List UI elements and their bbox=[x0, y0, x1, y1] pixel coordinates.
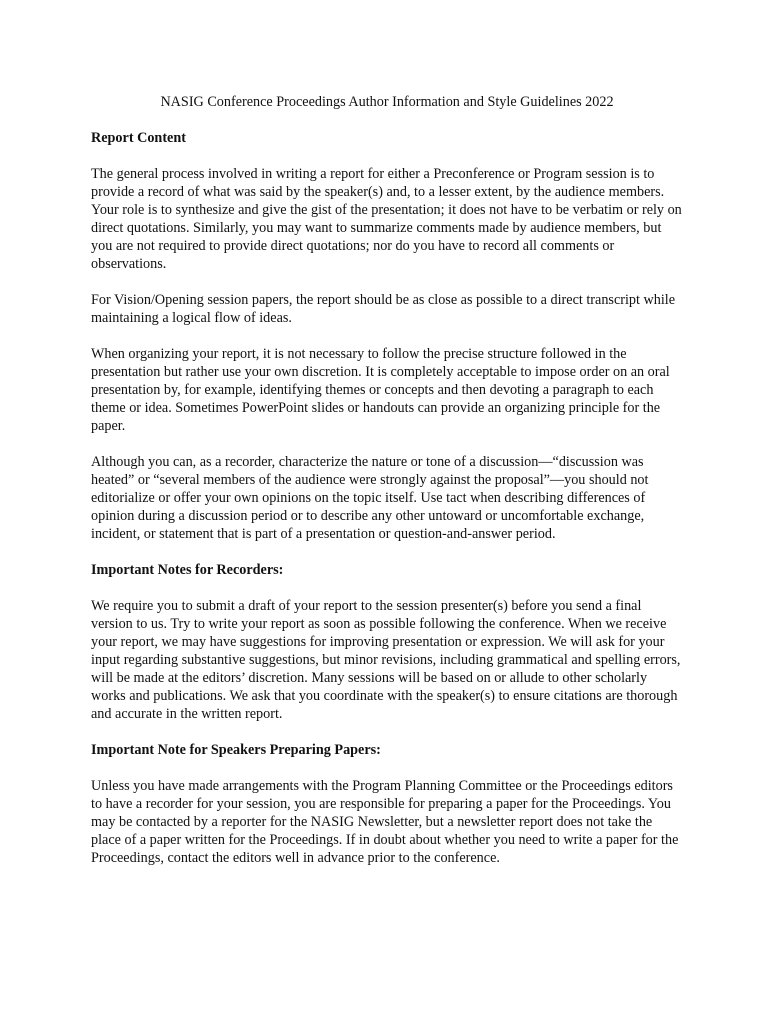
section-heading-notes-for-recorders: Important Notes for Recorders: bbox=[91, 562, 284, 578]
paragraph-general-process: The general process involved in writing a report for either a Preconference or Program session is to provide a record of what was said by the speaker(s) and, to a lesser extent, by the audience members. Your role is to synthesize and give the gist of the presentation; it does not have to be verbatim or rely on direct quotations. Similarly, you may want to summarize comments made by audience members, but you are not required to provide direct quotations; nor do you have to record all comments or observations. bbox=[91, 166, 682, 272]
paragraph-draft-submission: We require you to submit a draft of your report to the session presenter(s) before you send a final version to us. Try to write your report as soon as possible following the conference. When we receive your report, we may have suggestions for improving presentation or expression. We will ask for your input regarding substantive suggestions, but minor revisions, including grammatical and spelling errors, will be made at the editors’ discretion. Many sessions will be based on or allude to other scholarly works and publications. We ask that you coordinate with the speaker(s) to ensure citations are thorough and accurate in the written report. bbox=[91, 598, 681, 722]
paragraph-tone-of-discussion: Although you can, as a recorder, characterize the nature or tone of a discussion—“discussion was heated” or “several members of the audience were strongly against the proposal”—you should not editorialize or offer your own opinions on the topic itself. Use tact when describing differences of opinion during a discussion period or to describe any other untoward or uncomfortable exchange, incident, or statement that is part of a presentation or question-and-answer period. bbox=[91, 454, 649, 542]
document-page bbox=[91, 93, 683, 885]
paragraph-organizing-report: When organizing your report, it is not necessary to follow the precise structure followed in the presentation but rather use your own discretion. It is completely acceptable to impose order on an oral presentation by, for example, identifying themes or concepts and then devoting a paragraph to each theme or idea. Sometimes PowerPoint slides or handouts can provide an organizing principle for the paper. bbox=[91, 346, 670, 434]
section-heading-note-for-speakers: Important Note for Speakers Preparing Papers: bbox=[91, 742, 381, 758]
paragraph-vision-opening: For Vision/Opening session papers, the report should be as close as possible to a direct transcript while maintaining a logical flow of ideas. bbox=[91, 292, 676, 326]
section-heading-report-content: Report Content bbox=[91, 130, 186, 146]
document-title: NASIG Conference Proceedings Author Information and Style Guidelines 2022 bbox=[160, 94, 614, 110]
paragraph-speaker-papers: Unless you have made arrangements with the Program Planning Committee or the Proceedings editors to have a recorder for your session, you are responsible for preparing a paper for the Proceedings. You may be contacted by a reporter for the NASIG Newsletter, but a newsletter report does not take the place of a paper written for the Proceedings. If in doubt about whether you need to write a paper for the Proceedings, contact the editors well in advance prior to the conference. bbox=[91, 778, 679, 866]
